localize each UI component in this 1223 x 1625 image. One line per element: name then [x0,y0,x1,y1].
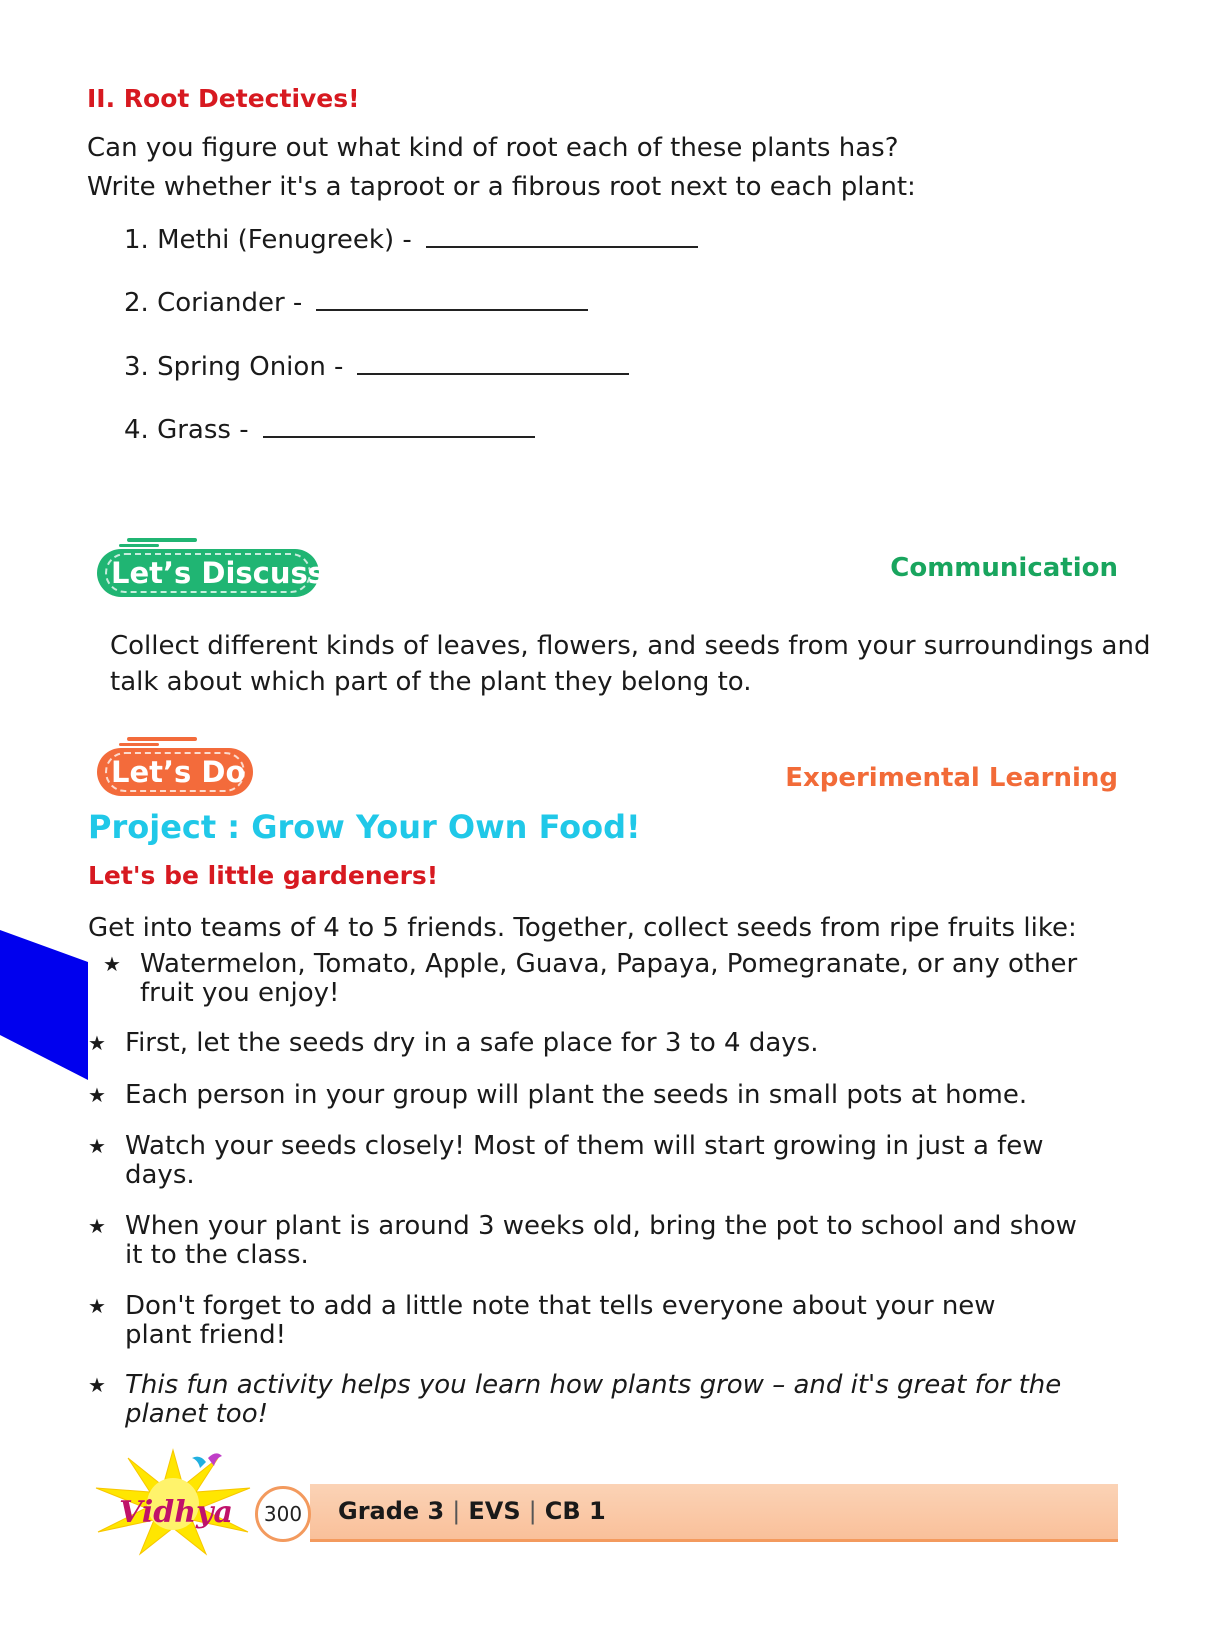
skill-label-experimental: Experimental Learning [785,763,1118,793]
star-icon: ★ [103,952,121,976]
question-item-methi [124,225,698,255]
svg-text:Vidhya: Vidhya [119,1495,233,1530]
star-icon: ★ [88,1214,106,1238]
badge-decoration [119,544,159,547]
footer-subject: EVS [468,1497,521,1525]
star-icon: ★ [88,1373,106,1397]
question-label: 4. Grass - [124,415,249,445]
question-item-spring-onion [124,352,629,382]
footer-grade: Grade 3 [338,1497,445,1525]
bullet-item: ★ Watch your seeds closely! Most of them will start growing in just a few days. [88,1131,1044,1190]
question-label: 2. Coriander - [124,288,303,318]
skill-label-communication: Communication [890,553,1118,583]
lets-do-badge [97,748,253,796]
star-icon: ★ [88,1031,106,1055]
answer-blank[interactable] [316,289,588,311]
badge-label: Let’s Do [111,755,246,789]
badge-decoration [127,538,197,542]
answer-blank[interactable] [426,226,698,248]
bullet-item: ★ Watermelon, Tomato, Apple, Guava, Papaya, Pomegranate, or any other fruit you enjoy! [103,949,1078,1008]
badge-label: Let’s Discuss [111,556,326,590]
footer-book: CB 1 [544,1497,606,1525]
discuss-text: Collect different kinds of leaves, flowers, and seeds from your surroundings and talk about which part of the plant they belong to. [110,631,1151,697]
star-icon: ★ [88,1294,106,1318]
intro-line-2: Write whether it's a taproot or a fibrous root next to each plant: [87,172,916,202]
page-number: 300 [255,1486,311,1542]
project-title: Project : Grow Your Own Food! [88,808,641,846]
bullet-item: ★ When your plant is around 3 weeks old, bring the pot to school and show it to the class. [88,1211,1077,1270]
lets-discuss-badge [97,549,326,597]
question-item-grass [124,415,535,445]
star-icon: ★ [88,1134,106,1158]
footer-separator: | [452,1497,461,1525]
star-icon: ★ [88,1083,106,1107]
project-subtitle: Let's be little gardeners! [88,861,439,890]
teams-text: Get into teams of 4 to 5 friends. Together, collect seeds from ripe fruits like: [88,913,1077,943]
bullet-item: ★ Each person in your group will plant the seeds in small pots at home. [88,1080,1028,1110]
section-title: II. Root Detectives! [87,84,360,113]
question-item-coriander [124,288,588,318]
bullet-item: ★ This fun activity helps you learn how plants grow – and it's great for the planet too! [88,1370,1062,1429]
bullet-item: ★ First, let the seeds dry in a safe place for 3 to 4 days. [88,1028,819,1058]
vidhya-logo [88,1448,258,1558]
answer-blank[interactable] [263,416,535,438]
footer-label [338,1497,606,1525]
side-tab-shape [0,930,90,1080]
intro-line-1: Can you figure out what kind of root each of these plants has? [87,133,899,163]
badge-decoration [119,743,159,746]
bullet-item: ★ Don't forget to add a little note that tells everyone about your new plant friend! [88,1291,996,1350]
footer-separator: | [528,1497,537,1525]
answer-blank[interactable] [357,353,629,375]
question-label: 3. Spring Onion - [124,352,344,382]
badge-decoration [127,737,197,741]
question-label: 1. Methi (Fenugreek) - [124,225,412,255]
